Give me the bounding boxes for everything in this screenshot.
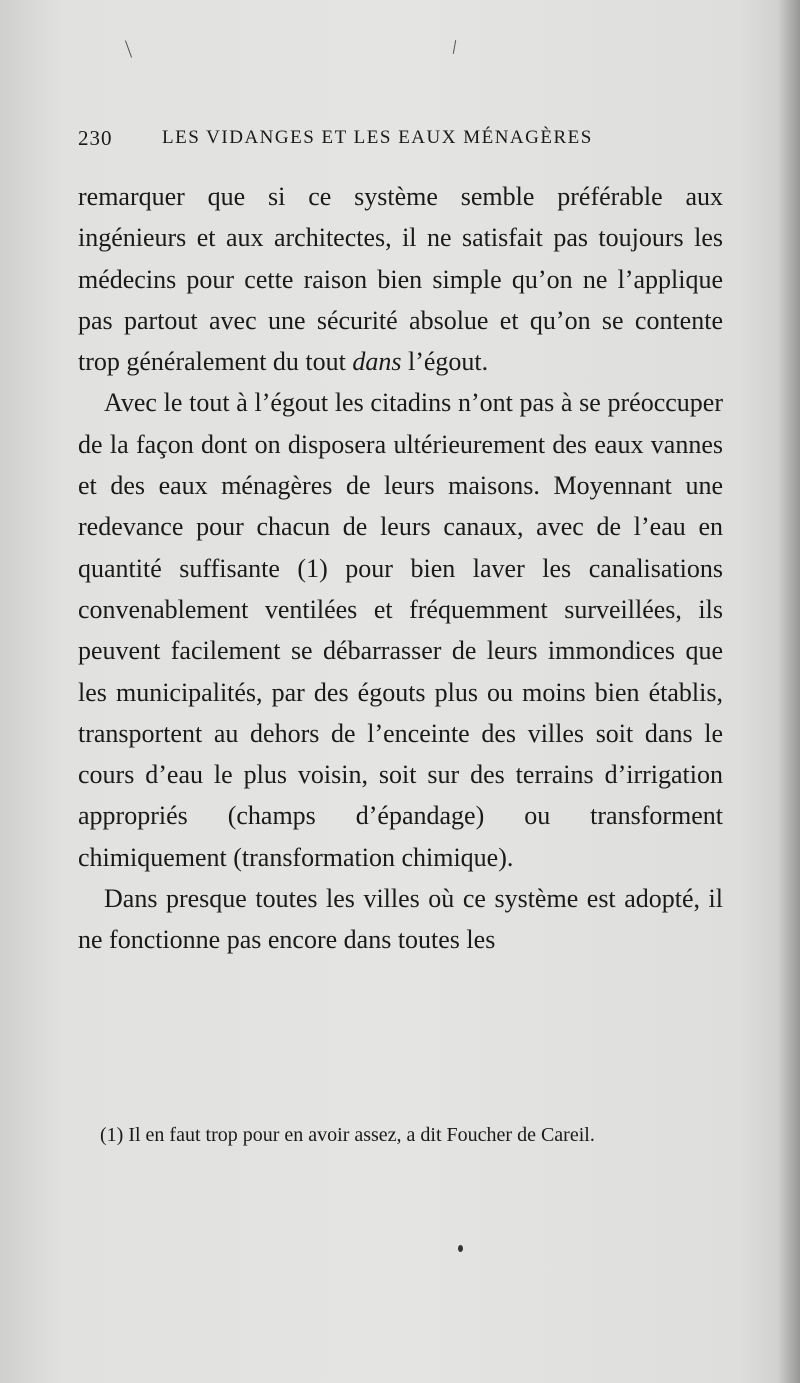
paragraph-1-text-a: remarquer que si ce système semble préférable aux ingénieurs et aux architectes, il ne satisfait pas toujours les médecins pour cette raison bien simple qu’on ne l’applique pas partout avec une sécurité absolue et qu’on se contente trop généralement du tout <box>78 182 723 377</box>
scan-mark <box>453 40 456 54</box>
paragraph-1-text-b: l’égout. <box>401 347 489 377</box>
footnote: (1) Il en faut trop pour en avoir assez, a dit Foucher de Careil. <box>100 1124 595 1146</box>
page-number: 230 <box>78 126 113 150</box>
body-text <box>78 176 723 961</box>
paragraph-1 <box>78 176 723 382</box>
paragraph-1-italic: dans <box>352 347 402 377</box>
running-header <box>78 126 728 156</box>
running-title: LES VIDANGES ET LES EAUX MÉNAGÈRES <box>162 127 593 148</box>
paragraph-3: Dans presque toutes les villes où ce système est adopté, il ne fonctionne pas encore dans toutes les <box>78 884 723 955</box>
ink-speck <box>458 1245 463 1252</box>
page-edge-shadow <box>778 0 800 1383</box>
scan-mark <box>125 40 132 57</box>
paragraph-2: Avec le tout à l’égout les citadins n’ont pas à se préoccuper de la façon dont on disposera ultérieurement des eaux vannes et des eaux ménagères de leurs maisons. Moyennant une redevance pour chacun de leurs canaux, avec de l’eau en quantité suffisante (1) pour bien laver les canalisations convenablement ventilées et fréquemment surveillées, ils peuvent facilement se débarrasser de leurs immondices que les municipalités, par des égouts plus ou moins bien établis, transportent au dehors de l’enceinte des villes soit dans le cours d’eau le plus voisin, soit sur des terrains d’irrigation appropriés (champs d’épandage) ou transforment chimiquement (transformation chimique). <box>78 388 723 872</box>
